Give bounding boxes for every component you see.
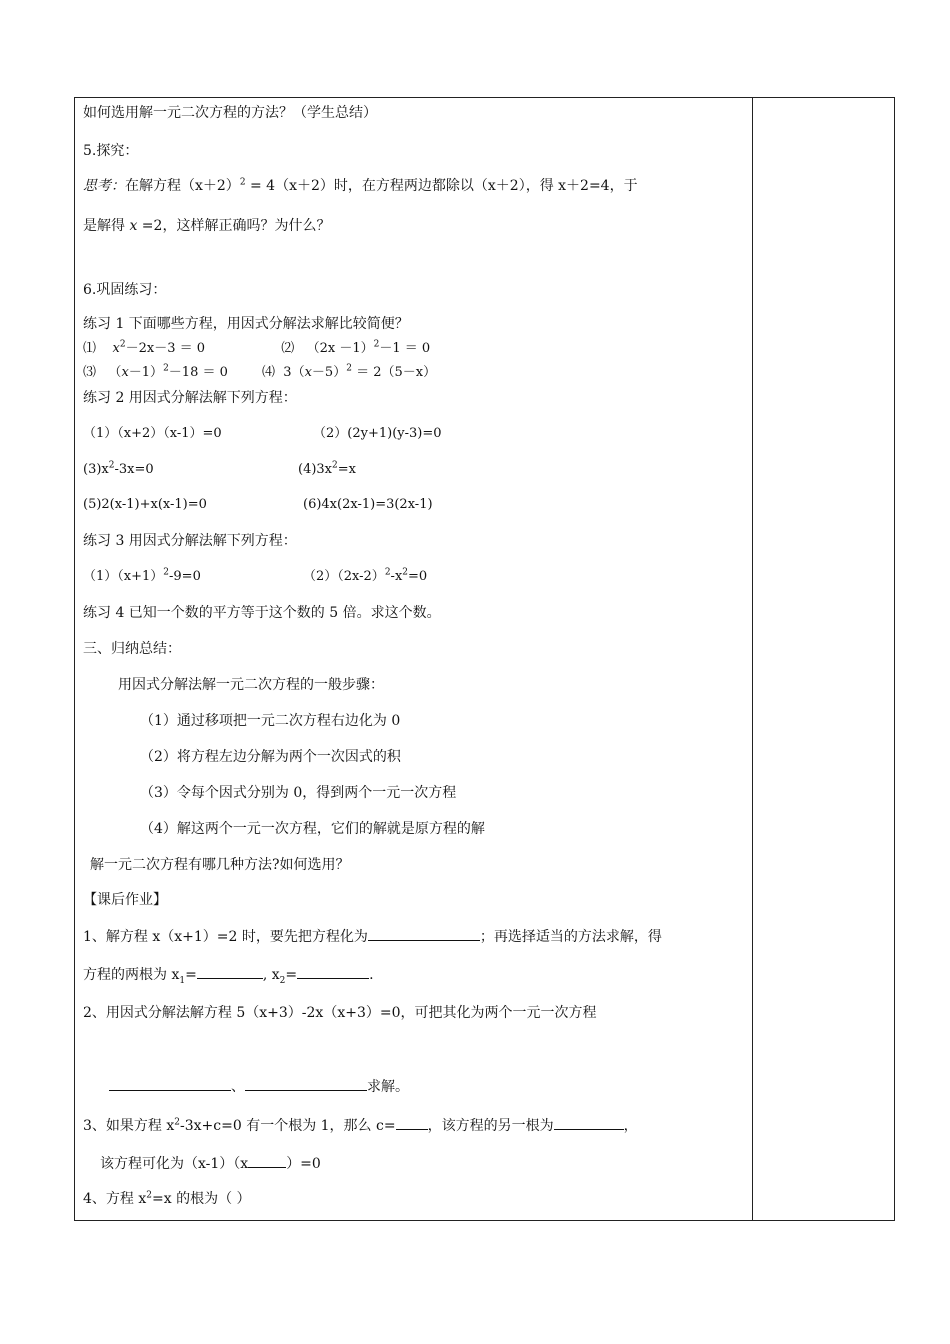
answer-blank[interactable] bbox=[197, 964, 263, 979]
summary-step-2: （2）将方程左边分解为两个一次因式的积 bbox=[140, 749, 401, 765]
summary-question: 解一元二次方程有哪几种方法?如何选用？ bbox=[90, 857, 350, 873]
answer-blank[interactable] bbox=[297, 964, 369, 979]
exercise-3-row1: $(1)(x+1)^2-9=0$ $(2)(2x-2)^2-x^2=0$ bbox=[83, 567, 428, 584]
line-method-summary: 如何选用解一元二次方程的方法？（学生总结） bbox=[83, 105, 377, 121]
exercise-1-row1: ⑴ $x^2-2x-3 = 0$ ⑵ $(2x -1)^2-1 = 0$ bbox=[83, 339, 431, 356]
exercise-2-title: 练习 2 用因式分解法解下列方程： bbox=[83, 390, 297, 406]
homework-1: 1、解方程 x（x+1）=2 时，要先把方程化为 ；再选择适当的方法求解，得 bbox=[83, 926, 662, 947]
summary-intro: 用因式分解法解一元二次方程的一般步骤： bbox=[118, 677, 384, 693]
homework-2: 2、用因式分解法解方程 5（x+3）-2x（x+3）=0，可把其化为两个一元一次方程 bbox=[83, 1005, 597, 1021]
exercise-4: 练习 4 已知一个数的平方等于这个数的 5 倍。求这个数。 bbox=[83, 605, 441, 621]
answer-blank[interactable] bbox=[396, 1115, 428, 1130]
answer-blank[interactable] bbox=[554, 1115, 624, 1130]
answer-blank[interactable] bbox=[245, 1076, 367, 1091]
exercise-2-row2: $(3)x^2-3x=0$ $(4)3x^2=x$ bbox=[83, 460, 356, 477]
exercise-2-row1: （1）（x+2）（x-1）=0 （2）(2y+1)(y-3)=0 bbox=[83, 426, 442, 441]
heading-homework: 【课后作业】 bbox=[83, 892, 167, 908]
homework-1-roots: 方程的两根为 $x_1=$ , $x_2=$ . bbox=[83, 964, 374, 985]
homework-3: 3、如果方程 $x^2-3x+c=0$ 有一个根为 1，那么 c= ，该方程的另一根为 ， bbox=[83, 1115, 638, 1136]
homework-2-blanks: 、 求解。 bbox=[109, 1076, 409, 1097]
answer-blank[interactable] bbox=[248, 1153, 286, 1168]
heading-summary: 三、归纳总结： bbox=[83, 641, 181, 657]
summary-step-4: （4）解这两个一元一次方程，它们的解就是原方程的解 bbox=[140, 821, 485, 837]
answer-blank[interactable] bbox=[109, 1076, 231, 1091]
answer-blank[interactable] bbox=[368, 926, 480, 941]
exercise-2-row3: (5)2(x-1)+x(x-1)=0 (6)4x(2x-1)=3(2x-1) bbox=[83, 497, 433, 512]
exercise-3-title: 练习 3 用因式分解法解下列方程： bbox=[83, 533, 297, 549]
homework-4: 4、方程 $x^2=x$ 的根为（ ） bbox=[83, 1190, 251, 1207]
homework-3-cont: 该方程可化为（x-1）（x ）=0 bbox=[100, 1153, 321, 1174]
heading-explore: 5.探究： bbox=[83, 143, 139, 159]
summary-step-3: （3）令每个因式分别为 0，得到两个一元一次方程 bbox=[140, 785, 457, 801]
exercise-1-row2: ⑶ $(x-1)^2-18 = 0$ ⑷ $3(x-5)^2 = 2(5-x)$ bbox=[83, 363, 437, 380]
line-think: 思考：在解方程$(x+2)^2 = 4(x+2)$时，在方程两边都除以（x＋2），得 x＋2=4，于 bbox=[83, 177, 638, 194]
table-frame bbox=[74, 97, 895, 1221]
column-divider bbox=[752, 98, 753, 1220]
exercise-1-title: 练习 1 下面哪些方程，用因式分解法求解比较简便？ bbox=[83, 316, 409, 332]
heading-practice: 6.巩固练习： bbox=[83, 282, 167, 298]
summary-step-1: （1）通过移项把一元二次方程右边化为 0 bbox=[140, 713, 401, 729]
line-think-cont: 是解得 x =2，这样解正确吗？为什么？ bbox=[83, 218, 331, 234]
